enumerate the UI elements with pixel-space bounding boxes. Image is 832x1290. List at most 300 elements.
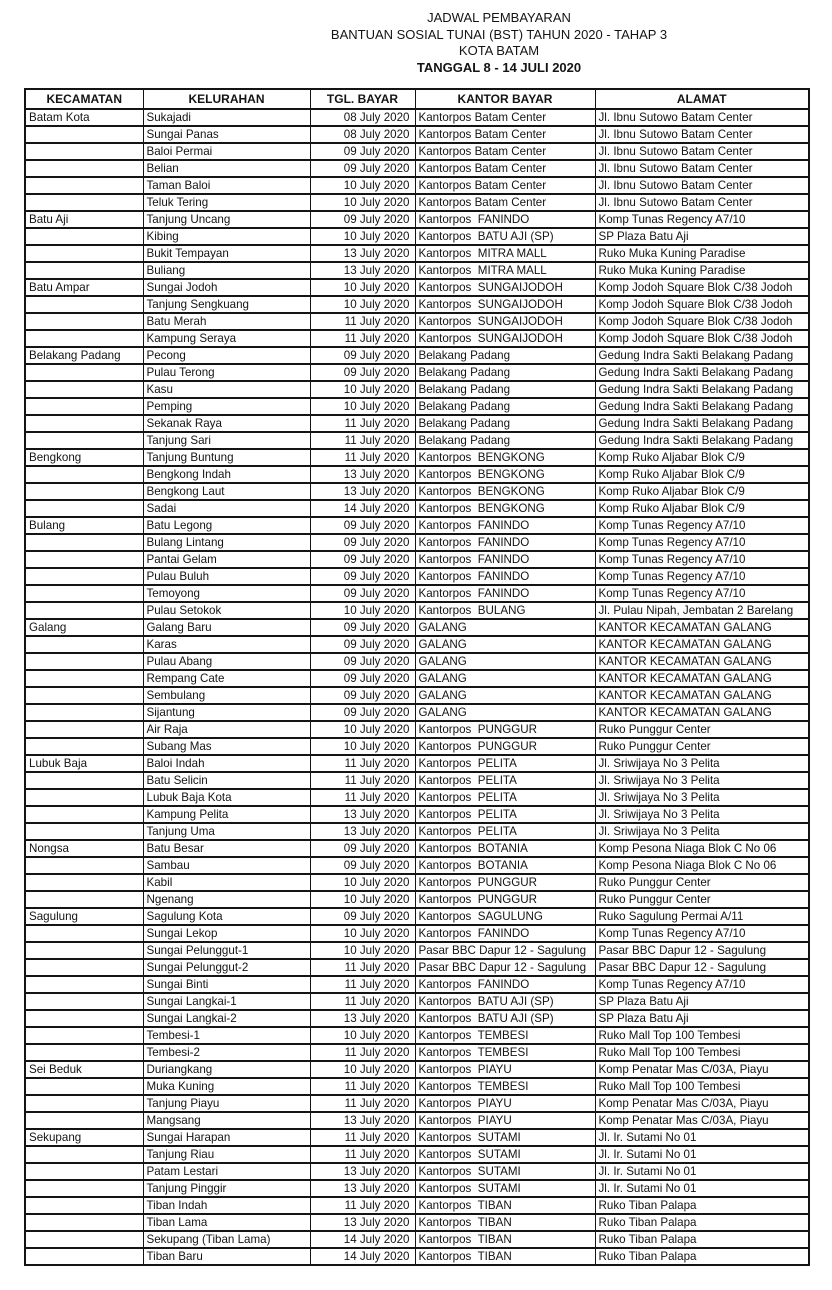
kantor-bayar-cell: Kantorpos Batam Center (415, 177, 595, 194)
kelurahan-cell: Bukit Tempayan (143, 245, 310, 262)
table-row (25, 483, 809, 500)
kecamatan-cell (25, 398, 143, 415)
table-row (25, 959, 809, 976)
kantor-bayar-cell: Kantorpos TEMBESI (415, 1044, 595, 1061)
kantor-bayar-cell: Belakang Padang (415, 398, 595, 415)
kantor-bayar-cell: Kantorpos BENGKONG (415, 449, 595, 466)
kantor-bayar-cell: Kantorpos BATU AJI (SP) (415, 228, 595, 245)
kantor-bayar-cell: Kantorpos Batam Center (415, 126, 595, 143)
alamat-cell: Komp Tunas Regency A7/10 (595, 925, 809, 942)
kecamatan-cell (25, 925, 143, 942)
kelurahan-cell: Kampung Pelita (143, 806, 310, 823)
alamat-cell: Jl. Ibnu Sutowo Batam Center (595, 143, 809, 160)
kantor-bayar-cell: Kantorpos FANINDO (415, 517, 595, 534)
alamat-cell: Jl. Ir. Sutami No 01 (595, 1129, 809, 1146)
kecamatan-cell: Bulang (25, 517, 143, 534)
tgl-bayar-cell: 08 July 2020 (310, 109, 415, 126)
tgl-bayar-cell: 09 July 2020 (310, 653, 415, 670)
kelurahan-cell: Kampung Seraya (143, 330, 310, 347)
kantor-bayar-cell: Kantorpos SUTAMI (415, 1163, 595, 1180)
kantor-bayar-cell: Kantorpos SUNGAIJODOH (415, 279, 595, 296)
tgl-bayar-cell: 09 July 2020 (310, 670, 415, 687)
alamat-cell: KANTOR KECAMATAN GALANG (595, 636, 809, 653)
table-row (25, 313, 809, 330)
alamat-cell: Ruko Punggur Center (595, 721, 809, 738)
kecamatan-cell (25, 1078, 143, 1095)
kelurahan-cell: Muka Kuning (143, 1078, 310, 1095)
kelurahan-cell: Tanjung Sengkuang (143, 296, 310, 313)
tgl-bayar-cell: 09 July 2020 (310, 619, 415, 636)
table-row (25, 262, 809, 279)
kecamatan-cell (25, 653, 143, 670)
table-row (25, 534, 809, 551)
kecamatan-cell (25, 585, 143, 602)
tgl-bayar-cell: 09 July 2020 (310, 857, 415, 874)
tgl-bayar-cell: 11 July 2020 (310, 755, 415, 772)
kecamatan-cell (25, 1146, 143, 1163)
kecamatan-cell (25, 194, 143, 211)
kelurahan-cell: Pulau Setokok (143, 602, 310, 619)
alamat-cell: Pasar BBC Dapur 12 - Sagulung (595, 942, 809, 959)
kecamatan-cell (25, 1163, 143, 1180)
table-row (25, 636, 809, 653)
tgl-bayar-cell: 10 July 2020 (310, 398, 415, 415)
kelurahan-cell: Lubuk Baja Kota (143, 789, 310, 806)
table-row (25, 721, 809, 738)
tgl-bayar-cell: 10 July 2020 (310, 738, 415, 755)
kantor-bayar-cell: Kantorpos FANINDO (415, 551, 595, 568)
table-row (25, 857, 809, 874)
kantor-bayar-cell: Kantorpos PELITA (415, 772, 595, 789)
tgl-bayar-cell: 11 July 2020 (310, 1078, 415, 1095)
table-row (25, 1180, 809, 1197)
kecamatan-cell (25, 1197, 143, 1214)
table-row (25, 568, 809, 585)
table-row (25, 194, 809, 211)
alamat-cell: Gedung Indra Sakti Belakang Padang (595, 398, 809, 415)
kantor-bayar-cell: Kantorpos Batam Center (415, 194, 595, 211)
kecamatan-cell (25, 568, 143, 585)
tgl-bayar-cell: 10 July 2020 (310, 602, 415, 619)
alamat-cell: Ruko Tiban Palapa (595, 1197, 809, 1214)
table-row (25, 160, 809, 177)
kelurahan-cell: Galang Baru (143, 619, 310, 636)
kelurahan-cell: Bengkong Indah (143, 466, 310, 483)
alamat-cell: Jl. Ir. Sutami No 01 (595, 1180, 809, 1197)
alamat-cell: Jl. Ibnu Sutowo Batam Center (595, 160, 809, 177)
alamat-cell: Komp Penatar Mas C/03A, Piayu (595, 1095, 809, 1112)
kantor-bayar-cell: Kantorpos SUTAMI (415, 1146, 595, 1163)
alamat-cell: SP Plaza Batu Aji (595, 993, 809, 1010)
tgl-bayar-cell: 11 July 2020 (310, 432, 415, 449)
kelurahan-cell: Temoyong (143, 585, 310, 602)
kantor-bayar-cell: Kantorpos PELITA (415, 755, 595, 772)
kantor-bayar-cell: Kantorpos TIBAN (415, 1197, 595, 1214)
alamat-cell: Komp Tunas Regency A7/10 (595, 534, 809, 551)
kecamatan-cell (25, 976, 143, 993)
kantor-bayar-cell: Belakang Padang (415, 432, 595, 449)
kantor-bayar-cell: Kantorpos TIBAN (415, 1248, 595, 1265)
kelurahan-cell: Patam Lestari (143, 1163, 310, 1180)
kelurahan-cell: Tiban Indah (143, 1197, 310, 1214)
kecamatan-cell (25, 1010, 143, 1027)
kantor-bayar-cell: Kantorpos FANINDO (415, 976, 595, 993)
kantor-bayar-cell: Kantorpos PIAYU (415, 1112, 595, 1129)
table-row (25, 500, 809, 517)
tgl-bayar-cell: 10 July 2020 (310, 891, 415, 908)
kelurahan-cell: Sungai Jodoh (143, 279, 310, 296)
tgl-bayar-cell: 10 July 2020 (310, 1061, 415, 1078)
kelurahan-cell: Pantai Gelam (143, 551, 310, 568)
kecamatan-cell (25, 891, 143, 908)
tgl-bayar-cell: 09 July 2020 (310, 687, 415, 704)
table-row (25, 126, 809, 143)
kecamatan-cell (25, 262, 143, 279)
kecamatan-cell (25, 806, 143, 823)
kecamatan-cell (25, 738, 143, 755)
kelurahan-cell: Rempang Cate (143, 670, 310, 687)
kecamatan-cell (25, 874, 143, 891)
kelurahan-cell: Tanjung Pinggir (143, 1180, 310, 1197)
kantor-bayar-cell: Kantorpos FANINDO (415, 211, 595, 228)
alamat-cell: Jl. Sriwijaya No 3 Pelita (595, 806, 809, 823)
alamat-cell: SP Plaza Batu Aji (595, 1010, 809, 1027)
tgl-bayar-cell: 13 July 2020 (310, 483, 415, 500)
kecamatan-cell (25, 177, 143, 194)
kantor-bayar-cell: Pasar BBC Dapur 12 - Sagulung (415, 942, 595, 959)
kecamatan-cell (25, 330, 143, 347)
kecamatan-cell (25, 245, 143, 262)
table-row (25, 602, 809, 619)
kecamatan-cell (25, 772, 143, 789)
kantor-bayar-cell: Kantorpos PIAYU (415, 1061, 595, 1078)
kantor-bayar-cell: Kantorpos PELITA (415, 789, 595, 806)
table-row (25, 1112, 809, 1129)
kelurahan-cell: Subang Mas (143, 738, 310, 755)
table-row (25, 585, 809, 602)
kecamatan-cell (25, 1231, 143, 1248)
table-row (25, 449, 809, 466)
kelurahan-cell: Sijantung (143, 704, 310, 721)
table-row (25, 1010, 809, 1027)
table-row (25, 704, 809, 721)
alamat-cell: Gedung Indra Sakti Belakang Padang (595, 381, 809, 398)
kelurahan-cell: Belian (143, 160, 310, 177)
kantor-bayar-cell: Kantorpos TEMBESI (415, 1027, 595, 1044)
kelurahan-cell: Duriangkang (143, 1061, 310, 1078)
kelurahan-cell: Baloi Permai (143, 143, 310, 160)
table-row (25, 228, 809, 245)
kelurahan-cell: Buliang (143, 262, 310, 279)
kelurahan-cell: Batu Merah (143, 313, 310, 330)
kantor-bayar-cell: Kantorpos BULANG (415, 602, 595, 619)
kantor-bayar-cell: Kantorpos BOTANIA (415, 840, 595, 857)
alamat-cell: Ruko Punggur Center (595, 891, 809, 908)
alamat-cell: Ruko Sagulung Permai A/11 (595, 908, 809, 925)
table-row (25, 398, 809, 415)
kantor-bayar-cell: Kantorpos PELITA (415, 806, 595, 823)
table-row (25, 1197, 809, 1214)
kantor-bayar-cell: Kantorpos FANINDO (415, 925, 595, 942)
alamat-cell: KANTOR KECAMATAN GALANG (595, 704, 809, 721)
kelurahan-cell: Kasu (143, 381, 310, 398)
column-header-tgl-bayar: TGL. BAYAR (310, 89, 415, 109)
tgl-bayar-cell: 09 July 2020 (310, 704, 415, 721)
tgl-bayar-cell: 09 July 2020 (310, 364, 415, 381)
tgl-bayar-cell: 11 July 2020 (310, 993, 415, 1010)
kecamatan-cell: Nongsa (25, 840, 143, 857)
kelurahan-cell: Kibing (143, 228, 310, 245)
table-row (25, 687, 809, 704)
table-row (25, 1027, 809, 1044)
kecamatan-cell (25, 432, 143, 449)
table-row (25, 432, 809, 449)
table-row (25, 279, 809, 296)
table-row (25, 330, 809, 347)
table-row (25, 670, 809, 687)
kecamatan-cell: Batu Aji (25, 211, 143, 228)
tgl-bayar-cell: 10 July 2020 (310, 942, 415, 959)
table-row (25, 245, 809, 262)
kantor-bayar-cell: Kantorpos FANINDO (415, 568, 595, 585)
tgl-bayar-cell: 09 July 2020 (310, 347, 415, 364)
alamat-cell: Jl. Ir. Sutami No 01 (595, 1163, 809, 1180)
table-row (25, 1095, 809, 1112)
table-row (25, 1214, 809, 1231)
alamat-cell: Gedung Indra Sakti Belakang Padang (595, 364, 809, 381)
tgl-bayar-cell: 09 July 2020 (310, 568, 415, 585)
alamat-cell: Komp Tunas Regency A7/10 (595, 211, 809, 228)
alamat-cell: Komp Tunas Regency A7/10 (595, 976, 809, 993)
kantor-bayar-cell: Belakang Padang (415, 347, 595, 364)
tgl-bayar-cell: 10 July 2020 (310, 279, 415, 296)
table-row (25, 347, 809, 364)
header-row (25, 89, 809, 109)
kelurahan-cell: Pulau Buluh (143, 568, 310, 585)
kecamatan-cell (25, 1044, 143, 1061)
kantor-bayar-cell: Kantorpos Batam Center (415, 109, 595, 126)
kelurahan-cell: Sungai Binti (143, 976, 310, 993)
kelurahan-cell: Pulau Abang (143, 653, 310, 670)
tgl-bayar-cell: 13 July 2020 (310, 1010, 415, 1027)
kecamatan-cell (25, 143, 143, 160)
table-row (25, 619, 809, 636)
kecamatan-cell (25, 1180, 143, 1197)
table-row (25, 177, 809, 194)
kecamatan-cell (25, 483, 143, 500)
alamat-cell: Jl. Ibnu Sutowo Batam Center (595, 194, 809, 211)
table-row (25, 755, 809, 772)
kecamatan-cell (25, 602, 143, 619)
table-row (25, 415, 809, 432)
tgl-bayar-cell: 09 July 2020 (310, 517, 415, 534)
kecamatan-cell (25, 789, 143, 806)
kelurahan-cell: Tanjung Buntung (143, 449, 310, 466)
kecamatan-cell (25, 551, 143, 568)
tgl-bayar-cell: 14 July 2020 (310, 500, 415, 517)
tgl-bayar-cell: 11 July 2020 (310, 1095, 415, 1112)
kantor-bayar-cell: Kantorpos BATU AJI (SP) (415, 993, 595, 1010)
alamat-cell: Ruko Punggur Center (595, 738, 809, 755)
alamat-cell: KANTOR KECAMATAN GALANG (595, 653, 809, 670)
tgl-bayar-cell: 11 July 2020 (310, 959, 415, 976)
alamat-cell: Ruko Muka Kuning Paradise (595, 262, 809, 279)
alamat-cell: Ruko Muka Kuning Paradise (595, 245, 809, 262)
table-row (25, 823, 809, 840)
tgl-bayar-cell: 10 July 2020 (310, 1027, 415, 1044)
alamat-cell: Ruko Tiban Palapa (595, 1248, 809, 1265)
kantor-bayar-cell: Kantorpos MITRA MALL (415, 245, 595, 262)
tgl-bayar-cell: 09 July 2020 (310, 908, 415, 925)
tgl-bayar-cell: 13 July 2020 (310, 262, 415, 279)
kelurahan-cell: Sungai Panas (143, 126, 310, 143)
table-row (25, 109, 809, 126)
table-row (25, 211, 809, 228)
kantor-bayar-cell: Kantorpos SUNGAIJODOH (415, 313, 595, 330)
kelurahan-cell: Tanjung Uma (143, 823, 310, 840)
kantor-bayar-cell: Kantorpos TIBAN (415, 1231, 595, 1248)
alamat-cell: Komp Tunas Regency A7/10 (595, 568, 809, 585)
tgl-bayar-cell: 13 July 2020 (310, 245, 415, 262)
tgl-bayar-cell: 10 July 2020 (310, 228, 415, 245)
tgl-bayar-cell: 13 July 2020 (310, 806, 415, 823)
table-row (25, 908, 809, 925)
table-row (25, 1146, 809, 1163)
kelurahan-cell: Sadai (143, 500, 310, 517)
title-line-3: KOTA BATAM (458, 43, 540, 58)
tgl-bayar-cell: 09 July 2020 (310, 585, 415, 602)
alamat-cell: Jl. Sriwijaya No 3 Pelita (595, 789, 809, 806)
alamat-cell: Komp Tunas Regency A7/10 (595, 585, 809, 602)
kantor-bayar-cell: Kantorpos BENGKONG (415, 466, 595, 483)
tgl-bayar-cell: 13 July 2020 (310, 466, 415, 483)
kantor-bayar-cell: Kantorpos Batam Center (415, 143, 595, 160)
kantor-bayar-cell: Kantorpos BENGKONG (415, 500, 595, 517)
column-header-kelurahan: KELURAHAN (143, 89, 310, 109)
alamat-cell: Komp Ruko Aljabar Blok C/9 (595, 483, 809, 500)
kelurahan-cell: Sembulang (143, 687, 310, 704)
kelurahan-cell: Pecong (143, 347, 310, 364)
table-row (25, 942, 809, 959)
kelurahan-cell: Pulau Terong (143, 364, 310, 381)
alamat-cell: Ruko Mall Top 100 Tembesi (595, 1027, 809, 1044)
tgl-bayar-cell: 11 July 2020 (310, 313, 415, 330)
kecamatan-cell (25, 993, 143, 1010)
schedule-table-body (25, 109, 809, 1265)
tgl-bayar-cell: 11 July 2020 (310, 1044, 415, 1061)
kecamatan-cell: Batu Ampar (25, 279, 143, 296)
kelurahan-cell: Tanjung Piayu (143, 1095, 310, 1112)
column-header-kantor-bayar: KANTOR BAYAR (415, 89, 595, 109)
kantor-bayar-cell: Belakang Padang (415, 364, 595, 381)
kecamatan-cell (25, 1095, 143, 1112)
tgl-bayar-cell: 09 July 2020 (310, 840, 415, 857)
table-row (25, 789, 809, 806)
kecamatan-cell (25, 1248, 143, 1265)
kecamatan-cell (25, 636, 143, 653)
kelurahan-cell: Kabil (143, 874, 310, 891)
kantor-bayar-cell: Kantorpos FANINDO (415, 585, 595, 602)
kelurahan-cell: Sekanak Raya (143, 415, 310, 432)
table-row (25, 806, 809, 823)
alamat-cell: Ruko Mall Top 100 Tembesi (595, 1044, 809, 1061)
tgl-bayar-cell: 08 July 2020 (310, 126, 415, 143)
alamat-cell: Pasar BBC Dapur 12 - Sagulung (595, 959, 809, 976)
alamat-cell: Ruko Tiban Palapa (595, 1231, 809, 1248)
tgl-bayar-cell: 11 July 2020 (310, 1197, 415, 1214)
kelurahan-cell: Sekupang (Tiban Lama) (143, 1231, 310, 1248)
kelurahan-cell: Tembesi-1 (143, 1027, 310, 1044)
alamat-cell: Ruko Punggur Center (595, 874, 809, 891)
kelurahan-cell: Air Raja (143, 721, 310, 738)
table-row (25, 772, 809, 789)
table-row (25, 1044, 809, 1061)
kantor-bayar-cell: Kantorpos BATU AJI (SP) (415, 1010, 595, 1027)
table-row (25, 738, 809, 755)
kantor-bayar-cell: GALANG (415, 636, 595, 653)
tgl-bayar-cell: 11 July 2020 (310, 772, 415, 789)
kelurahan-cell: Sungai Lekop (143, 925, 310, 942)
kecamatan-cell (25, 466, 143, 483)
table-row (25, 1129, 809, 1146)
kantor-bayar-cell: Kantorpos SUNGAIJODOH (415, 330, 595, 347)
title-line-1: JADWAL PEMBAYARAN (427, 10, 571, 25)
kecamatan-cell: Sei Beduk (25, 1061, 143, 1078)
kelurahan-cell: Tiban Lama (143, 1214, 310, 1231)
kecamatan-cell (25, 942, 143, 959)
kecamatan-cell (25, 823, 143, 840)
table-row (25, 1231, 809, 1248)
kelurahan-cell: Tembesi-2 (143, 1044, 310, 1061)
alamat-cell: Ruko Mall Top 100 Tembesi (595, 1078, 809, 1095)
kelurahan-cell: Mangsang (143, 1112, 310, 1129)
kecamatan-cell (25, 1027, 143, 1044)
kelurahan-cell: Pemping (143, 398, 310, 415)
alamat-cell: Komp Jodoh Square Blok C/38 Jodoh (595, 279, 809, 296)
kantor-bayar-cell: Kantorpos SUNGAIJODOH (415, 296, 595, 313)
kantor-bayar-cell: Kantorpos PIAYU (415, 1095, 595, 1112)
alamat-cell: Komp Jodoh Square Blok C/38 Jodoh (595, 330, 809, 347)
alamat-cell: Jl. Ibnu Sutowo Batam Center (595, 109, 809, 126)
tgl-bayar-cell: 13 July 2020 (310, 1180, 415, 1197)
kelurahan-cell: Teluk Tering (143, 194, 310, 211)
kelurahan-cell: Bengkong Laut (143, 483, 310, 500)
title-line-4: TANGGAL 8 - 14 JULI 2020 (416, 59, 582, 75)
kelurahan-cell: Sukajadi (143, 109, 310, 126)
kelurahan-cell: Tanjung Riau (143, 1146, 310, 1163)
tgl-bayar-cell: 11 July 2020 (310, 1129, 415, 1146)
alamat-cell: Komp Tunas Regency A7/10 (595, 517, 809, 534)
alamat-cell: Gedung Indra Sakti Belakang Padang (595, 347, 809, 364)
tgl-bayar-cell: 10 July 2020 (310, 194, 415, 211)
table-row (25, 1061, 809, 1078)
tgl-bayar-cell: 11 July 2020 (310, 1146, 415, 1163)
alamat-cell: Komp Jodoh Square Blok C/38 Jodoh (595, 296, 809, 313)
tgl-bayar-cell: 13 July 2020 (310, 1214, 415, 1231)
kantor-bayar-cell: Pasar BBC Dapur 12 - Sagulung (415, 959, 595, 976)
kecamatan-cell (25, 381, 143, 398)
tgl-bayar-cell: 13 July 2020 (310, 1163, 415, 1180)
tgl-bayar-cell: 09 July 2020 (310, 211, 415, 228)
alamat-cell: KANTOR KECAMATAN GALANG (595, 619, 809, 636)
kecamatan-cell: Sekupang (25, 1129, 143, 1146)
payment-schedule-table (24, 88, 810, 1266)
alamat-cell: Gedung Indra Sakti Belakang Padang (595, 415, 809, 432)
kelurahan-cell: Tiban Baru (143, 1248, 310, 1265)
table-row (25, 925, 809, 942)
kecamatan-cell (25, 1112, 143, 1129)
kantor-bayar-cell: Belakang Padang (415, 381, 595, 398)
